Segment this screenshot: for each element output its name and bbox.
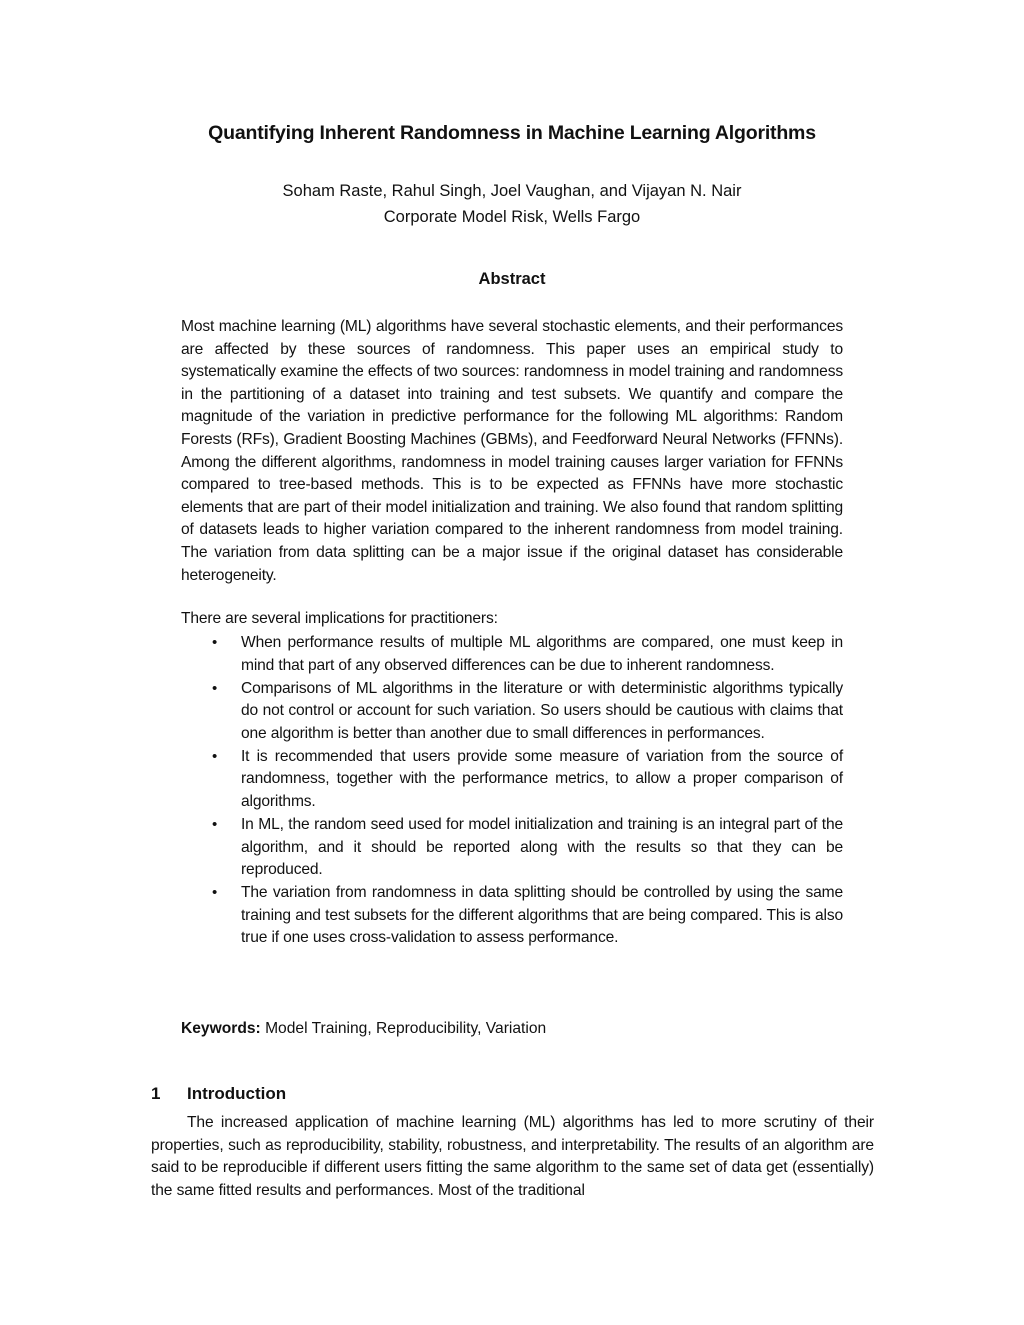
keywords-line — [181, 1018, 843, 1041]
introduction-body — [151, 1112, 874, 1202]
list-item-text: In ML, the random seed used for model initialization and training is an integral part of the algorithm, and it should be reported along with the results so that they can be reproduced. — [241, 815, 843, 879]
implications-list — [181, 632, 843, 950]
paper-title: Quantifying Inherent Randomness in Machine Learning Algorithms — [208, 122, 816, 144]
list-item — [181, 814, 843, 882]
section-number: 1 — [151, 1084, 161, 1103]
keywords-label: Keywords: — [181, 1020, 261, 1037]
abstract-body — [181, 316, 843, 587]
list-item-text: It is recommended that users provide some measure of variation from the source of randomness, together with the performance metrics, to allow a proper comparison of algorithms. — [241, 747, 843, 810]
author-names: Soham Raste, Rahul Singh, Joel Vaughan, and Vijayan N. Nair — [282, 182, 742, 200]
abstract-paragraph: Most machine learning (ML) algorithms have several stochastic elements, and their performances are affected by these sources of randomness. This paper uses an empirical study to systematically examine the effects of two sources: randomness in model training and randomness in the partitioning of a dataset into training and test subsets. We quantify and compare the magnitude of the variation in predictive performance for the following ML algorithms: Random Forests (RFs), Gradient Boosting Machines (GBMs), and Feedforward Neural Networks (FFNNs). Among the different algorithms, randomness in model training causes larger variation for FFNNs compared to tree-based methods. This is to be expected as FFNNs have more stochastic elements that are part of their model initialization and training. We also found that random splitting of datasets leads to higher variation compared to the inherent randomness from model training. The variation from data splitting can be a major issue if the original dataset has considerable heterogeneity. — [181, 318, 843, 584]
list-item — [181, 882, 843, 950]
author-block — [0, 178, 1024, 230]
section-heading — [151, 1084, 286, 1104]
list-item-text: Comparisons of ML algorithms in the literature or with deterministic algorithms typically do not control or account for such variation. So users should be cautious with claims that one algorithm is better than another due to small differences in performances. — [241, 679, 843, 742]
bullet-icon: • — [212, 884, 218, 902]
list-item — [181, 746, 843, 814]
section-title: Introduction — [187, 1084, 287, 1103]
bullet-icon: • — [212, 679, 218, 697]
list-item-text: The variation from randomness in data splitting should be controlled by using the same training and test subsets for the different algorithms that are being compared. This is also true if one uses cross-validation to assess performance. — [241, 884, 843, 947]
keywords-text: Model Training, Reproducibility, Variation — [260, 1020, 547, 1037]
introduction-paragraph: The increased application of machine learning (ML) algorithms has led to more scrutiny of their properties, such as reproducibility, stability, robustness, and interpretability. The results of an algorithm are said to be reproducible if different users fitting the same algorithm to the same set of data get (essentially) the same fitted results and performances. Most of the traditional — [151, 1114, 874, 1199]
author-affiliation: Corporate Model Risk, Wells Fargo — [383, 208, 641, 226]
list-item-text: When performance results of multiple ML algorithms are compared, one must keep in mind that part of any observed differences can be due to inherent randomness. — [241, 634, 843, 674]
list-item — [181, 632, 843, 677]
bullet-icon: • — [212, 634, 218, 651]
bullet-icon: • — [212, 747, 218, 765]
bullet-icon: • — [212, 815, 218, 833]
list-item — [181, 678, 843, 746]
implications-intro: There are several implications for practitioners: — [181, 610, 498, 627]
abstract-heading: Abstract — [478, 270, 546, 288]
